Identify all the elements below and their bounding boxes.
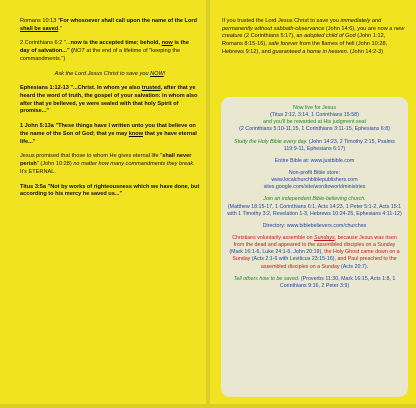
intro-emphasis: adopted child of God (304, 33, 356, 40)
intro-text: (John 14:6), you are now a (324, 25, 394, 32)
intro-emphasis: new creature (222, 25, 405, 40)
block-heading: Study the Holy Bible every day. (234, 138, 308, 145)
promise-end: It's ETERNAL. (20, 168, 56, 175)
block-references: (Matthew 18:15-17, 1 Corinthians 6:1, Acts 14:23, 1 Peter 5:1-2, Acts 15:1 with 1 Timothy 3:2, Revelation 1-3, Hebrews 10:24-25, Ephesians 4:11-12) (227, 203, 402, 217)
block-text: Christians voluntarily assemble on (232, 234, 315, 241)
romans-10-13-verse (20, 18, 200, 33)
ephesians-1-12-verse (20, 85, 200, 116)
entire-bible-link[interactable]: Entire Bible at: www.justbible.com (274, 157, 355, 164)
promise-reference: " (John 10:28) (36, 161, 74, 168)
live-for-jesus-block (227, 105, 402, 134)
block-references: (Titus 2:12, 3:14, 1 Corinthians 15:58) (270, 112, 359, 119)
1-john-5-13-verse (20, 123, 200, 146)
join-church-block (227, 196, 402, 217)
tell-others-block (227, 276, 402, 290)
verse-end: ." (58, 25, 62, 32)
ministries-link[interactable]: sites.google.com/site/wordtoworldministries (263, 184, 366, 191)
verse-text: now is the accepted time; behold, (70, 40, 162, 47)
verse-emphasis: now (161, 40, 173, 47)
verse-reference: Romans 10:13 " (20, 18, 60, 24)
intro-emphasis: immediately and permanently without sabbath-observance (222, 18, 382, 32)
verse-emphasis: trusted (141, 85, 161, 92)
block-references: (Acts 20:7) (340, 263, 367, 270)
block-text: and you'll be rewarded at His judgment seat (263, 119, 366, 126)
note-emphasis: NOT (73, 48, 85, 55)
promise-note: no matter how many commandments they break. (73, 161, 195, 168)
block-text: , and Paul preached to the assembled disciples on a Sunday (260, 256, 397, 270)
promise-text: Jesus promised that those to whom He gives eternal life " (20, 153, 163, 160)
block-references: (Acts 2:1-6 with Leviticus 23:15-16) (251, 256, 335, 263)
block-label: Non-profit Bible store: (288, 169, 341, 176)
block-emphasis: Sundays (314, 234, 335, 241)
promise-emphasis: shall never perish (20, 153, 192, 168)
intro-text: . (John 14:2-3) (346, 48, 384, 55)
2-corinthians-6-2-verse (20, 40, 200, 63)
verse-text: that ye have eternal life..." (20, 130, 197, 145)
verse-text: Titus 3:5a "Not by works of righteousness which we have done, but according to his mercy he saved us..." (20, 183, 200, 198)
block-heading: Join an independent Bible-believing church. (263, 196, 366, 203)
verse-reference: 2 Corinthians 6:2 "... (20, 40, 71, 47)
verse-emphasis: shall be saved (20, 25, 59, 32)
call-text: Ask the Lord Jesus Christ to save you (54, 70, 151, 77)
eternal-life-promise (20, 153, 200, 176)
verse-emphasis: know (128, 130, 144, 137)
next-steps-box (221, 97, 408, 397)
block-text: . (366, 263, 369, 270)
intro-text: from the flames of hell (John 10:28, Hebrews 9:12), and (222, 41, 388, 55)
verse-text: , after that ye heard the word of truth, the gospel of your salvation: in whom also after that ye believed, ye were sealed with that holy Spirit of promise..." (20, 85, 198, 115)
block-heading: Tell others how to be saved. (233, 275, 300, 282)
intro-emphasis: safe forever (268, 41, 298, 48)
call-to-salvation (20, 71, 200, 79)
call-emphasis: NOW (150, 70, 164, 77)
sunday-assembly-block (227, 235, 402, 271)
block-text: , because Jesus was risen from the dead and appeared to the assembled disciples on a Sunday (233, 234, 397, 249)
call-end: ! (163, 70, 166, 77)
intro-text: (2 Corinthians 5:17), an (242, 33, 305, 40)
church-directory-link[interactable]: Directory: www.biblebelievers.com/churches (262, 222, 367, 229)
intro-text: If you trusted the Lord Jesus Christ to save you (222, 18, 341, 24)
block-references: (Proverbs 11:30, Mark 16:15, Acts 1:8, 1 Corinthians 9:16, 2 Peter 3:9) (279, 275, 396, 289)
block-references: (2 Corinthians 5:10-11,15, 1 Corinthians 3:11-15, Ephesians 6:8) (239, 126, 390, 133)
bible-store-block (227, 170, 402, 191)
titus-3-5-verse (20, 184, 200, 199)
block-references: (Mark 16:1-6, Luke 24:1-6, John 20:19) (229, 249, 322, 256)
study-bible-block (227, 139, 402, 153)
note-text: at the end of a lifetime of "keeping the commandments.") (20, 48, 181, 62)
block-text: , the Holy Ghost came down on a Sunday (232, 249, 400, 263)
verse-text: Ephesians 1:12-13 "...Christ. In whom ye also (20, 85, 142, 92)
left-page (0, 0, 206, 404)
verse-text: 1 John 5:13a "These things have I written unto you that believe on the name of the Son of God; that ye may (20, 123, 196, 137)
intro-emphasis: guaranteed a home in heaven (272, 48, 347, 55)
verse-text: is the day of salvation..." ( (20, 40, 189, 55)
verse-text: For whosoever shall call upon the name of the Lord (59, 18, 197, 24)
bible-store-link[interactable]: www.localchurchbiblepublishers.com (271, 177, 358, 184)
intro-text: (John 1:12, Romans 8:15-16), (222, 33, 386, 48)
block-heading: Now live for Jesus (293, 105, 336, 111)
assurance-paragraph (222, 18, 406, 57)
block-references: (John 14:23, 2 Timothy 2:15, Psalms 119:9-11, Ephesians 6:17) (283, 138, 395, 152)
